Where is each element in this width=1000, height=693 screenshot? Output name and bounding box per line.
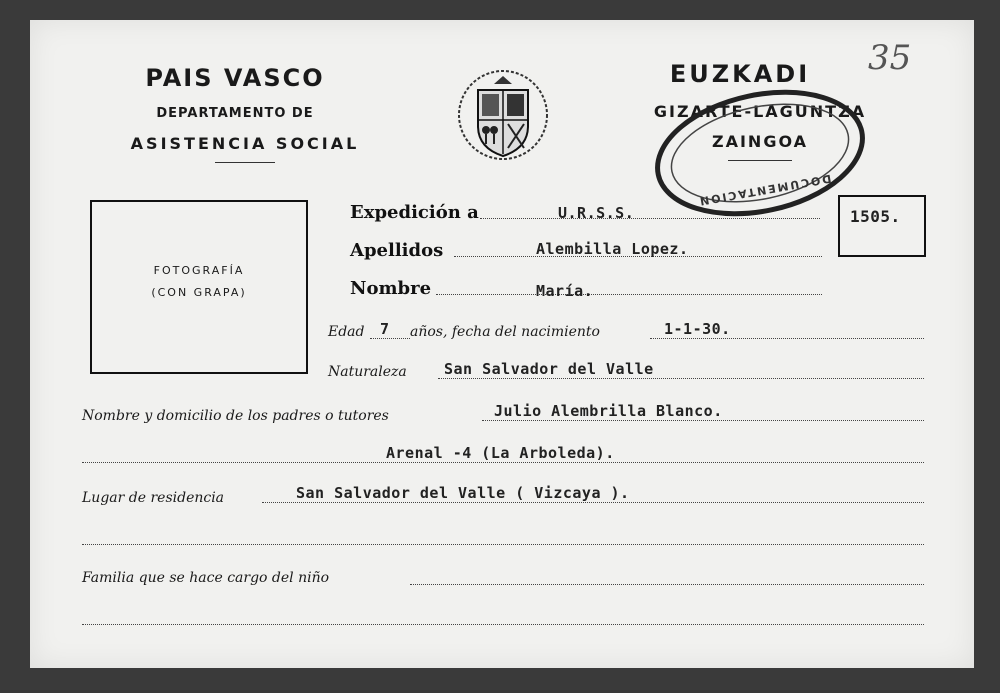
photo-box <box>90 200 308 374</box>
header-left-subtitle: DEPARTAMENTO DE <box>156 106 314 121</box>
apellidos-value: Alembilla Lopez. <box>536 240 689 258</box>
residencia-line <box>262 502 924 503</box>
nombre-line <box>436 294 822 295</box>
photo-box-line1: FOTOGRAFÍA <box>153 264 245 277</box>
nacimiento-line <box>650 338 924 339</box>
padres-line <box>482 420 924 421</box>
number-box-value: 1505. <box>850 207 901 226</box>
naturaleza-line <box>438 378 924 379</box>
header-left-divider <box>215 162 275 163</box>
anos-label: años, fecha del nacimiento <box>410 324 600 340</box>
header-right-line2: ZAINGOA <box>711 132 808 151</box>
expedicion-label: Expedición a <box>350 202 479 223</box>
coat-of-arms-emblem <box>456 68 550 162</box>
expedicion-line <box>480 218 820 219</box>
naturaleza-value: San Salvador del Valle <box>444 360 654 378</box>
padres-label: Nombre y domicilio de los padres o tutores <box>82 408 389 424</box>
apellidos-label: Apellidos <box>350 240 444 261</box>
domicilio-value: Arenal -4 (La Arboleda). <box>386 444 615 462</box>
edad-label: Edad <box>328 324 365 340</box>
nombre-value: María. <box>536 282 594 300</box>
edad-value: 7 <box>380 320 390 338</box>
nombre-label: Nombre <box>350 278 432 299</box>
nacimiento-value: 1-1-30. <box>664 320 731 338</box>
edad-line <box>370 338 410 339</box>
residencia-value: San Salvador del Valle ( Vizcaya ). <box>296 484 630 502</box>
header-right-line1: GIZARTE-LAGUNTZA <box>653 102 867 121</box>
identity-card <box>30 20 974 668</box>
photo-box-line2: (CON GRAPA) <box>151 286 247 299</box>
familia-label: Familia que se hace cargo del niño <box>82 570 330 586</box>
stamp-text: DOCUMENTACION <box>696 171 833 208</box>
residencia-extra-line <box>82 544 924 545</box>
number-box <box>838 195 926 257</box>
familia-extra-line <box>82 624 924 625</box>
handwritten-number: 35 <box>868 38 912 78</box>
domicilio-line <box>82 462 924 463</box>
header-right-title: EUZKADI <box>669 60 811 88</box>
residencia-label: Lugar de residencia <box>82 490 225 506</box>
familia-line <box>410 584 924 585</box>
naturaleza-label: Naturaleza <box>328 364 407 380</box>
padres-value: Julio Alembrilla Blanco. <box>494 402 723 420</box>
oval-stamp <box>650 84 870 222</box>
header-left-title: PAIS VASCO <box>145 64 325 92</box>
header-left-department: ASISTENCIA SOCIAL <box>130 134 360 153</box>
expedicion-value: U.R.S.S. <box>558 204 635 222</box>
